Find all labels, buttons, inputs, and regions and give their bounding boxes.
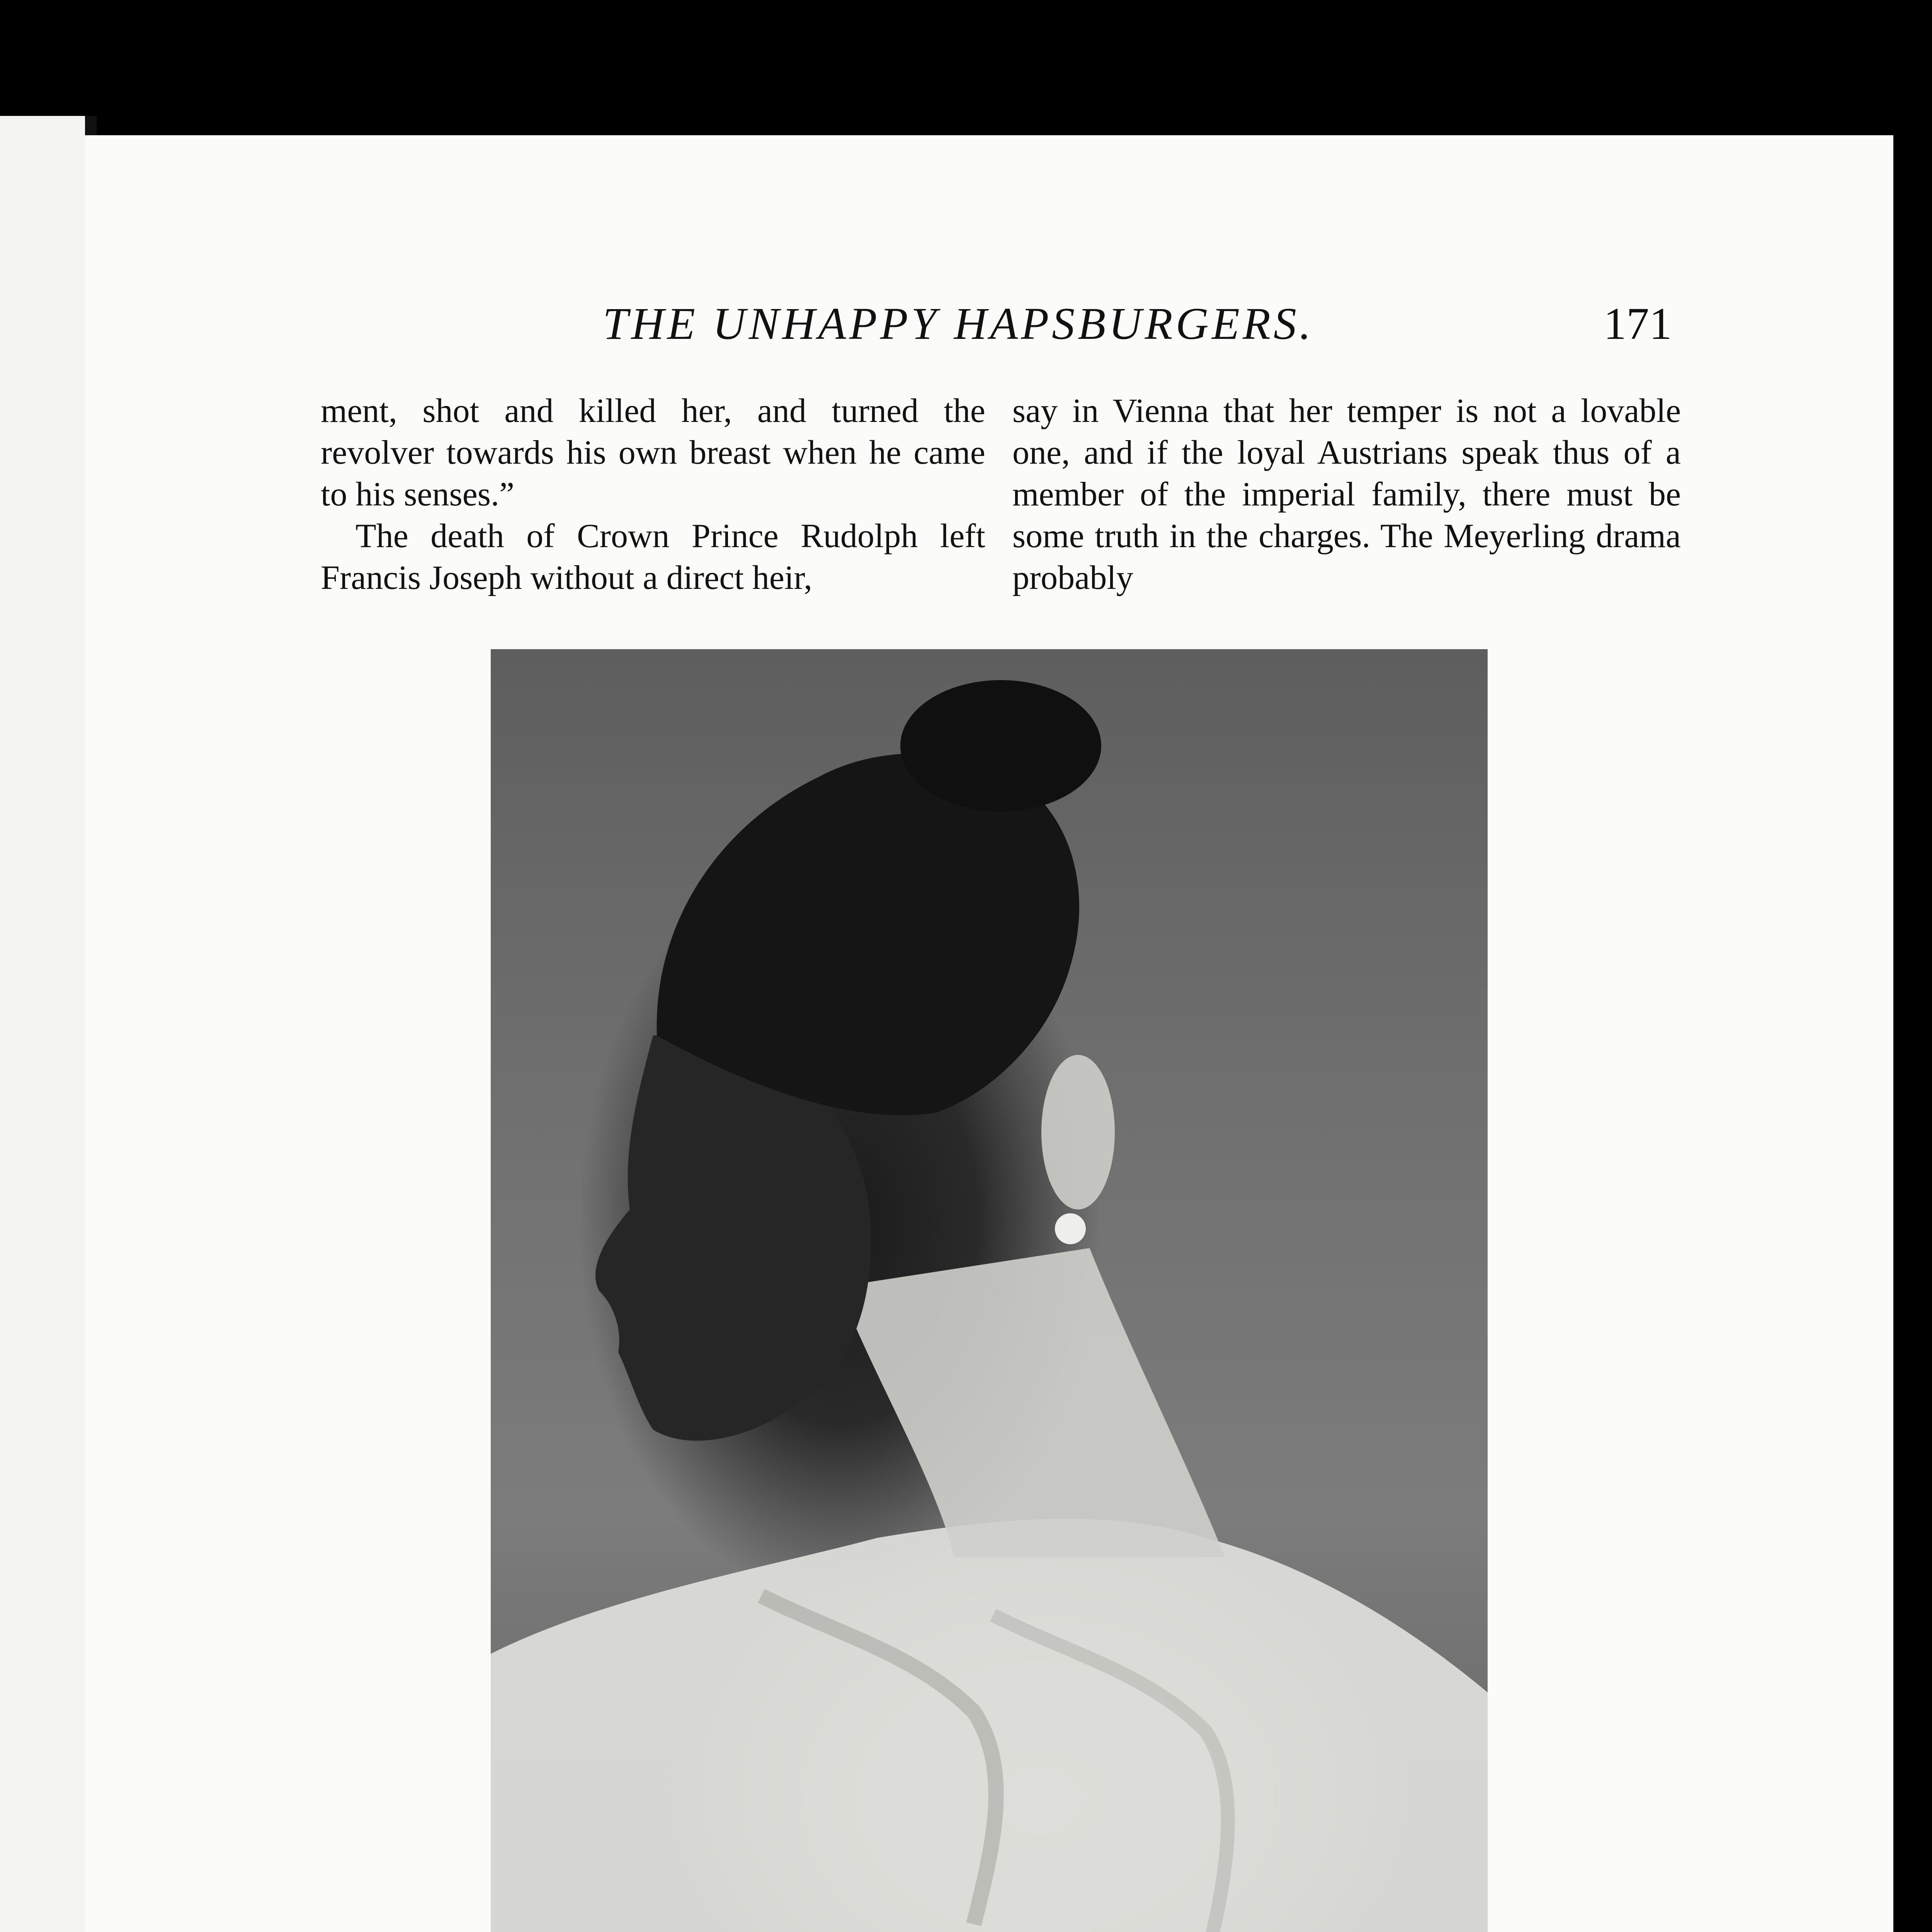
running-title: THE UNHAPPY HAPSBURGERS. (603, 298, 1314, 349)
paragraph: ment, shot and killed her, and turned the revolver towards his own breast when he came to his senses.” (321, 392, 985, 513)
portrait-photograph (491, 649, 1488, 1932)
page-header (85, 298, 1893, 375)
portrait-illustration (491, 649, 1488, 1932)
facing-page-edge (0, 116, 97, 1932)
book-page (85, 135, 1893, 1932)
column-top-right (1012, 390, 1681, 599)
page-number: 171 (1604, 298, 1672, 349)
paragraph: say in Vienna that her temper is not a lovable one, and if the loyal Austrians speak thus of a member of the imperial family, there must be some truth in the charges. The Meyerling drama probably (1012, 392, 1681, 597)
paragraph: The death of Crown Prince Rudolph left Francis Joseph without a direct heir, (321, 517, 985, 597)
column-top-left (321, 390, 985, 599)
